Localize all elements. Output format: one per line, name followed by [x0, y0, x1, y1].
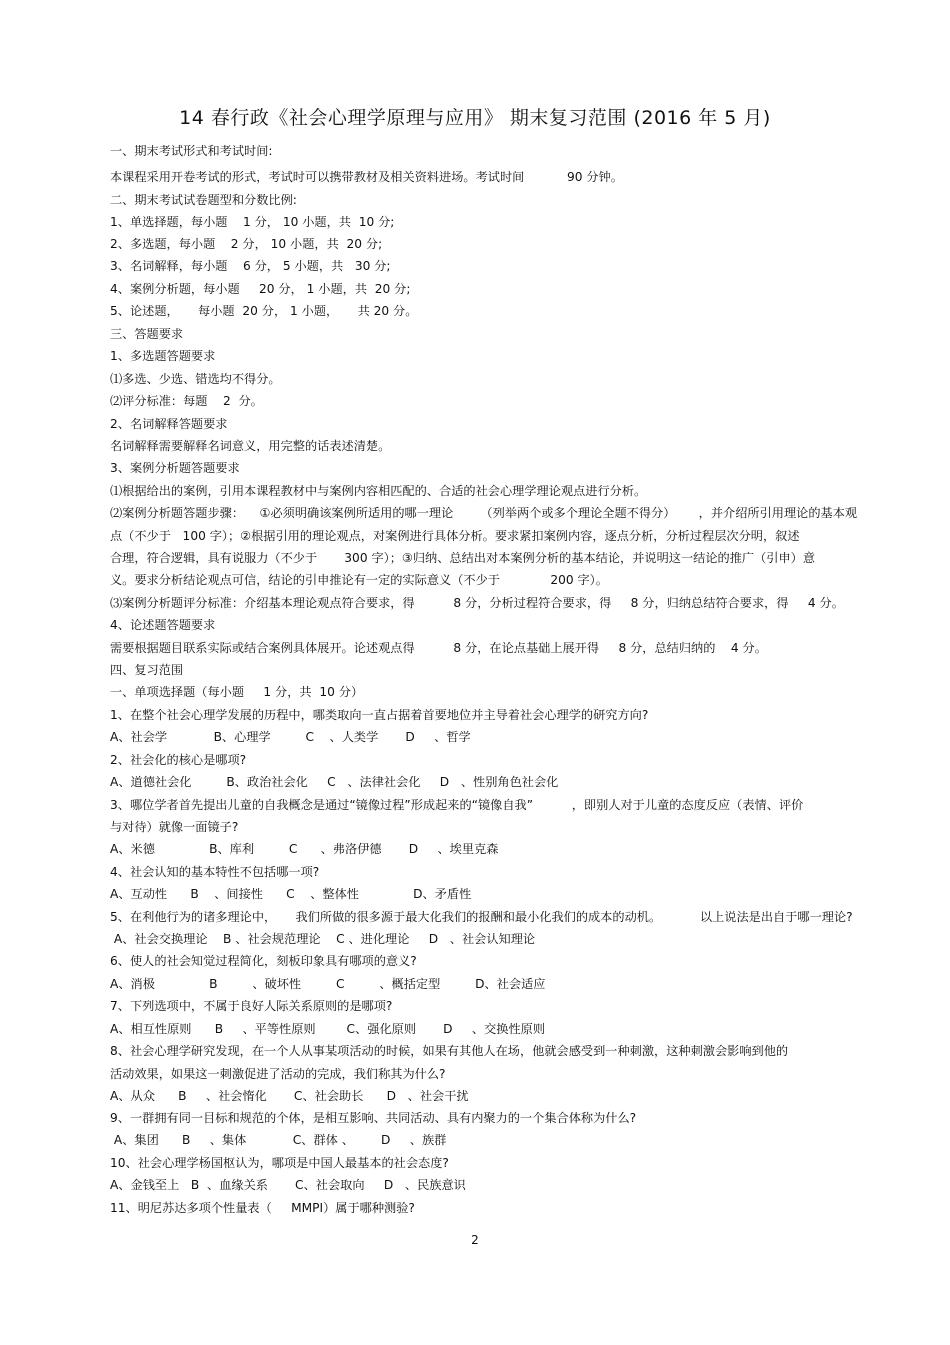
text-line: ⑵案例分析题答题步骤： ①必须明确该案例所适用的哪一理论 （列举两个或多个理论全题不得分） ，并介绍所引用理论的基本观 [110, 506, 858, 520]
page-title: 14 春行政《社会心理学原理与应用》 期末复习范围 (2016 年 5 月) [179, 107, 771, 129]
text-line: 合理，符合逻辑，具有说服力（不少于 300 字）；③归纳、总结出对本案例分析的基本结论，并说明这一结论的推广（引申）意 [110, 551, 816, 565]
text-line: 6、使人的社会知觉过程简化，刻板印象具有哪项的意义? [110, 954, 417, 968]
text-line: 1、在整个社会心理学发展的历程中，哪类取向一直占据着首要地位并主导着社会心理学的研究方向? [110, 708, 649, 722]
text-line: 4、论述题答题要求 [110, 618, 216, 632]
text-line: 四、复习范围 [110, 663, 184, 677]
text-line: 2、名词解释答题要求 [110, 417, 228, 431]
text-line: 10、社会心理学杨国枢认为，哪项是中国人最基本的社会态度? [110, 1156, 449, 1170]
text-line: 1、单选择题，每小题 1 分， 10 小题，共 10 分; [110, 215, 395, 229]
text-line: 2、社会化的核心是哪项? [110, 753, 247, 767]
text-line: A、米德 B、库利 C 、弗洛伊德 D 、埃里克森 [110, 842, 499, 856]
text-line: ⑴根据给出的案例，引用本课程教材中与案例内容相匹配的、合适的社会心理学理论观点进行分析。 [110, 484, 647, 498]
text-line: 3、哪位学者首先提出儿童的自我概念是通过“镜像过程”形成起来的“镜像自我” ，即别人对于儿童的态度反应（表情、评价 [110, 798, 804, 812]
text-line: 11、明尼苏达多项个性量表（ MMPI）属于哪种测验? [110, 1201, 415, 1215]
text-line: 4、社会认知的基本特性不包括哪一项? [110, 865, 320, 879]
text-line: A、从众 B 、社会惰化 C、社会助长 D 、社会干扰 [110, 1089, 469, 1103]
text-line: 9、一群拥有同一目标和规范的个体，是相互影响、共同活动、具有内聚力的一个集合体称为什么? [110, 1111, 637, 1125]
text-line: 2、多选题，每小题 2 分， 10 小题，共 20 分; [110, 237, 383, 251]
text-line: 与对待）就像一面镜子? [110, 820, 239, 834]
text-line: A、互动性 B 、间接性 C 、整体性 D、矛盾性 [110, 887, 472, 901]
text-line: ⑵评分标准：每题 2 分。 [110, 394, 263, 408]
text-line: 三、答题要求 [110, 327, 184, 341]
text-line: 3、案例分析题答题要求 [110, 461, 240, 475]
text-line: 5、在利他行为的诸多理论中， 我们所做的很多源于最大化我们的报酬和最小化我们的成本的动机。 以上说法是出自于哪一理论? [110, 910, 853, 924]
text-line: A、集团 B 、集体 C、群体 、 D 、族群 [110, 1133, 447, 1147]
text-line: 5、论述题， 每小题 20 分， 1 小题， 共 20 分。 [110, 304, 418, 318]
text-line: 点（不少于 100 字）；②根据引用的理论观点，对案例进行具体分析。要求紧扣案例内容，逐点分析，分析过程层次分明，叙述 [110, 529, 800, 543]
text-line: A、相互性原则 B 、平等性原则 C、强化原则 D 、交换性原则 [110, 1022, 546, 1036]
text-line: 二、期末考试试卷题型和分数比例: [110, 193, 297, 207]
text-line: 活动效果，如果这一刺激促进了活动的完成，我们称其为什么? [110, 1067, 446, 1081]
text-line: 需要根据题目联系实际或结合案例具体展开。论述观点得 8 分，在论点基础上展开得 8 分，总结归纳的 4 分。 [110, 641, 767, 655]
text-line: 7、下列选项中，不属于良好人际关系原则的是哪项? [110, 999, 393, 1013]
text-line: 8、社会心理学研究发现，在一个人从事某项活动的时候，如果有其他人在场，他就会感受到一种刺激，这种刺激会影响到他的 [110, 1044, 789, 1058]
text-line: 名词解释需要解释名词意义，用完整的话表述清楚。 [110, 439, 391, 453]
text-line: 3、名词解释，每小题 6 分， 5 小题，共 30 分; [110, 259, 391, 273]
text-line: 4、案例分析题，每小题 20 分， 1 小题，共 20 分; [110, 282, 411, 296]
text-line: 本课程采用开卷考试的形式，考试时可以携带教材及相关资料进场。考试时间 90 分钟。 [110, 170, 623, 184]
page-number: 2 [471, 1233, 479, 1247]
text-line: 1、多选题答题要求 [110, 349, 216, 363]
text-line: 一、期末考试形式和考试时间: [110, 144, 273, 158]
text-line: A、社会学 B、心理学 C 、人类学 D 、哲学 [110, 730, 471, 744]
text-line: ⑴多选、少选、错选均不得分。 [110, 372, 281, 386]
text-line: 一、单项选择题（每小题 1 分，共 10 分） [110, 685, 364, 699]
text-line: A、社会交换理论 B 、社会规范理论 C 、进化理论 D 、社会认知理论 [110, 932, 536, 946]
text-line: 义。要求分析结论观点可信，结论的引申推论有一定的实际意义（不少于 200 字）。 [110, 573, 608, 587]
text-line: A、消极 B 、破坏性 C 、概括定型 D、社会适应 [110, 977, 546, 991]
text-line: ⑶案例分析题评分标准：介绍基本理论观点符合要求，得 8 分，分析过程符合要求，得 8 分，归纳总结符合要求，得 4 分。 [110, 596, 844, 610]
text-line: A、道德社会化 B、政治社会化 C 、法律社会化 D 、性别角色社会化 [110, 775, 559, 789]
text-line: A、金钱至上 B 、血缘关系 C、社会取向 D 、民族意识 [110, 1178, 466, 1192]
